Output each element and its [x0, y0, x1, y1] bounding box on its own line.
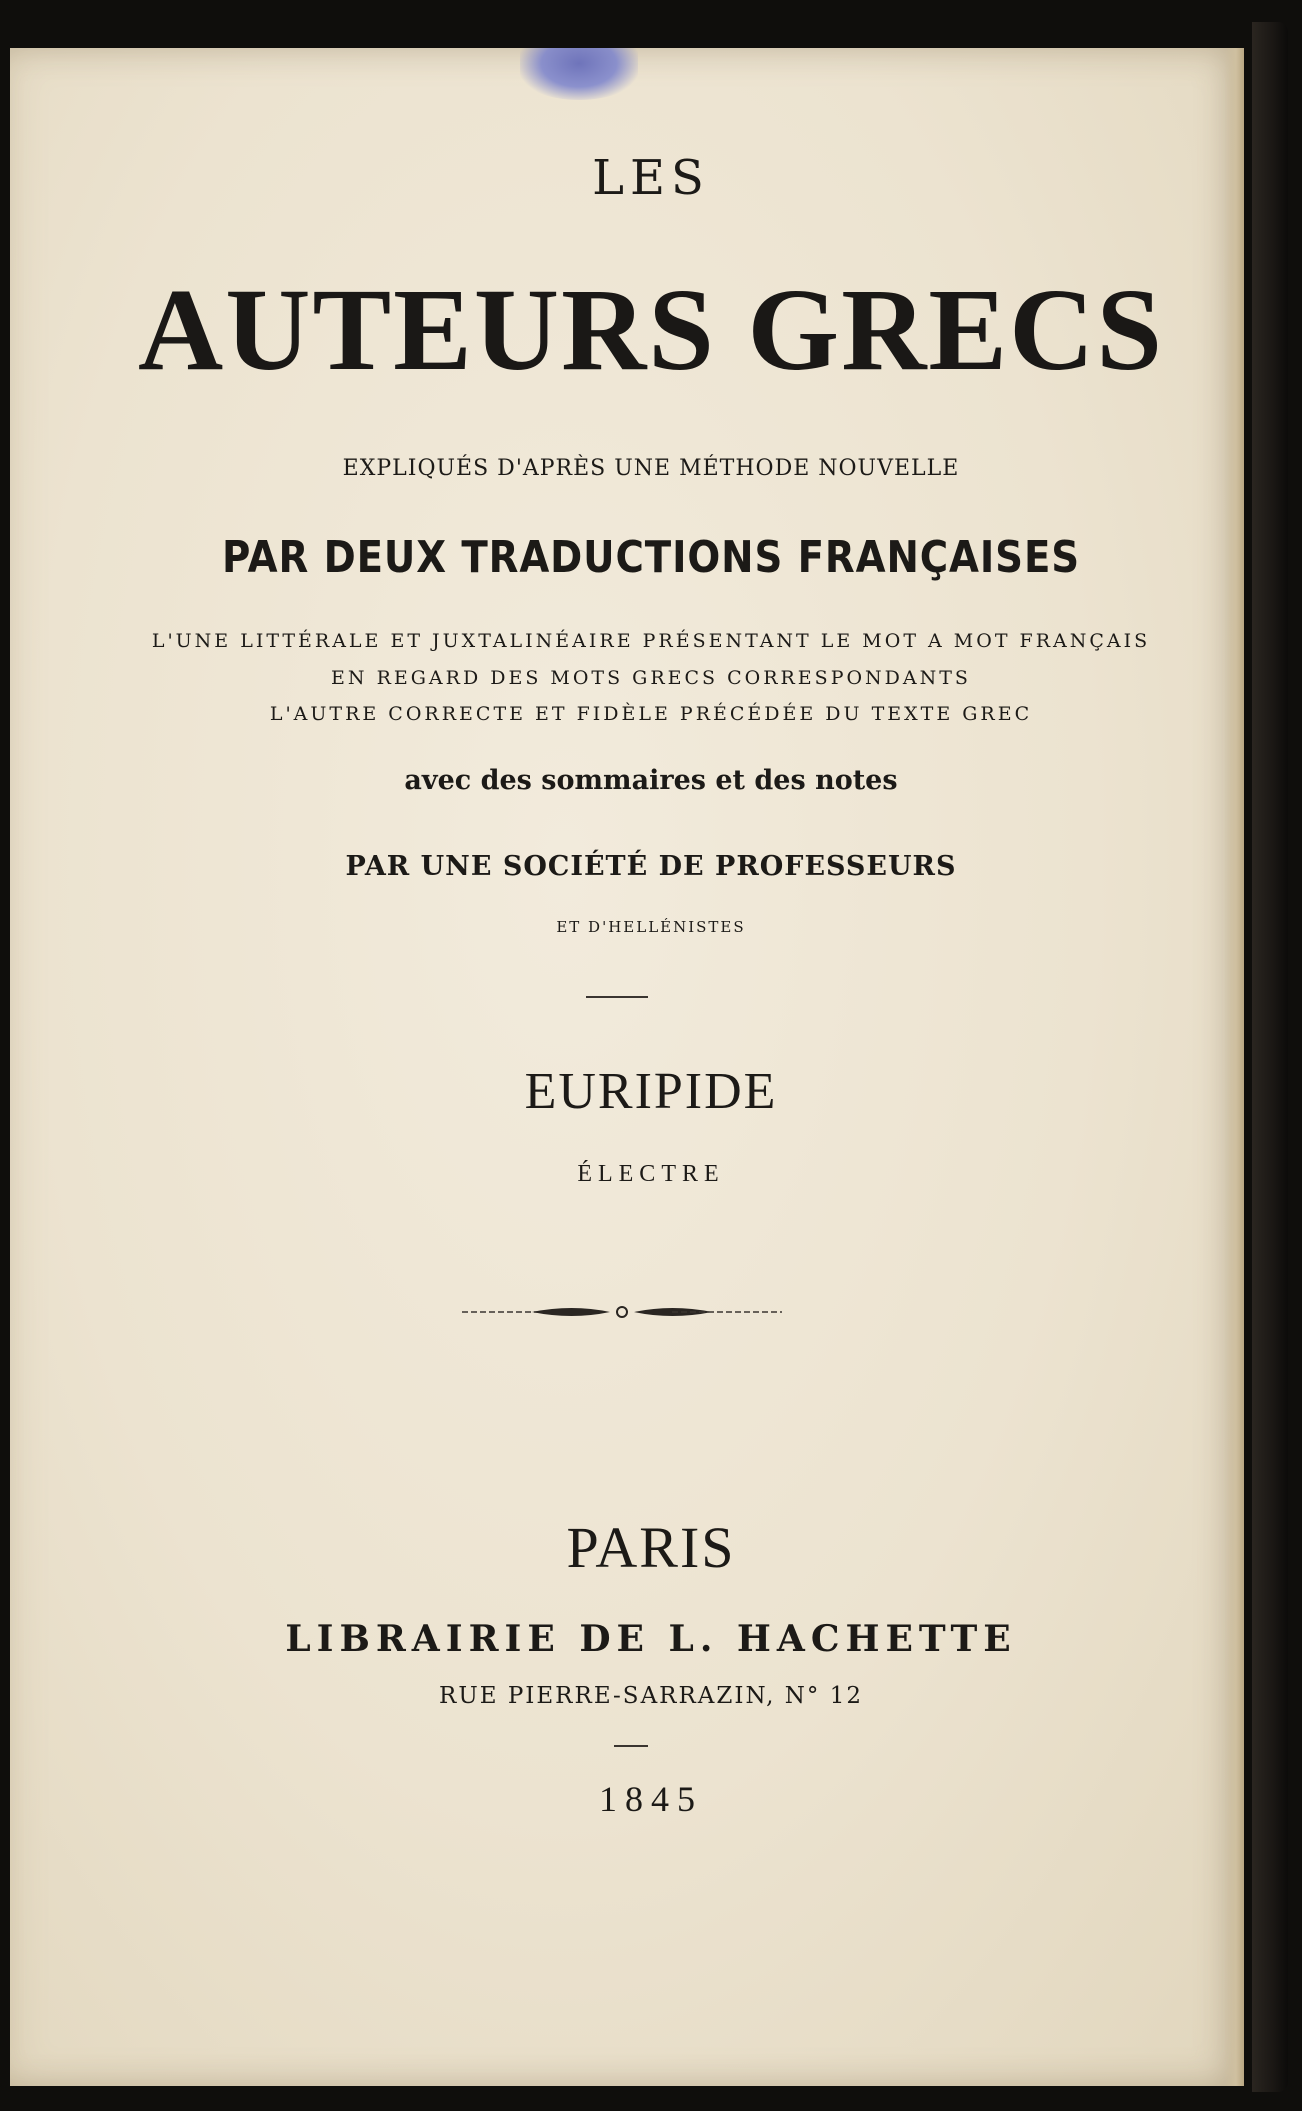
description-line-1: L'UNE LITTÉRALE ET JUXTALINÉAIRE PRÉSENTANT LE MOT A MOT FRANÇAIS [151, 630, 1151, 652]
subtitle-avec-sommaires: avec des sommaires et des notes [404, 765, 898, 796]
library-stamp [520, 48, 638, 100]
work-title: ÉLECTRE [577, 1161, 725, 1187]
ornament-divider [462, 1300, 782, 1324]
description-line-3: L'AUTRE CORRECTE ET FIDÈLE PRÉCÉDÉE DU TEXTE GREC [269, 703, 1033, 725]
subtitle-societe: PAR UNE SOCIÉTÉ DE PROFESSEURS [345, 851, 957, 882]
imprint-city: PARIS [566, 1515, 736, 1580]
description-line-2: EN REGARD DES MOTS GRECS CORRESPONDANTS [331, 667, 971, 689]
author-name: EURIPIDE [524, 1063, 778, 1120]
imprint-rule [614, 1745, 648, 1747]
imprint-publisher: LIBRAIRIE DE L. HACHETTE [285, 1618, 1017, 1660]
imprint-year: 1845 [599, 1779, 703, 1819]
divider-rule [586, 996, 648, 998]
imprint-address: RUE PIERRE-SARRAZIN, N° 12 [439, 1683, 863, 1709]
title-les: LES [592, 150, 710, 206]
subtitle-par-deux-traductions: PAR DEUX TRADUCTIONS FRANÇAISES [221, 532, 1081, 583]
subtitle-explained: EXPLIQUÉS D'APRÈS UNE MÉTHODE NOUVELLE [342, 456, 960, 481]
subtitle-hellenistes: ET D'HELLÉNISTES [556, 918, 746, 936]
main-title: AUTEURS GRECS [138, 264, 1164, 395]
